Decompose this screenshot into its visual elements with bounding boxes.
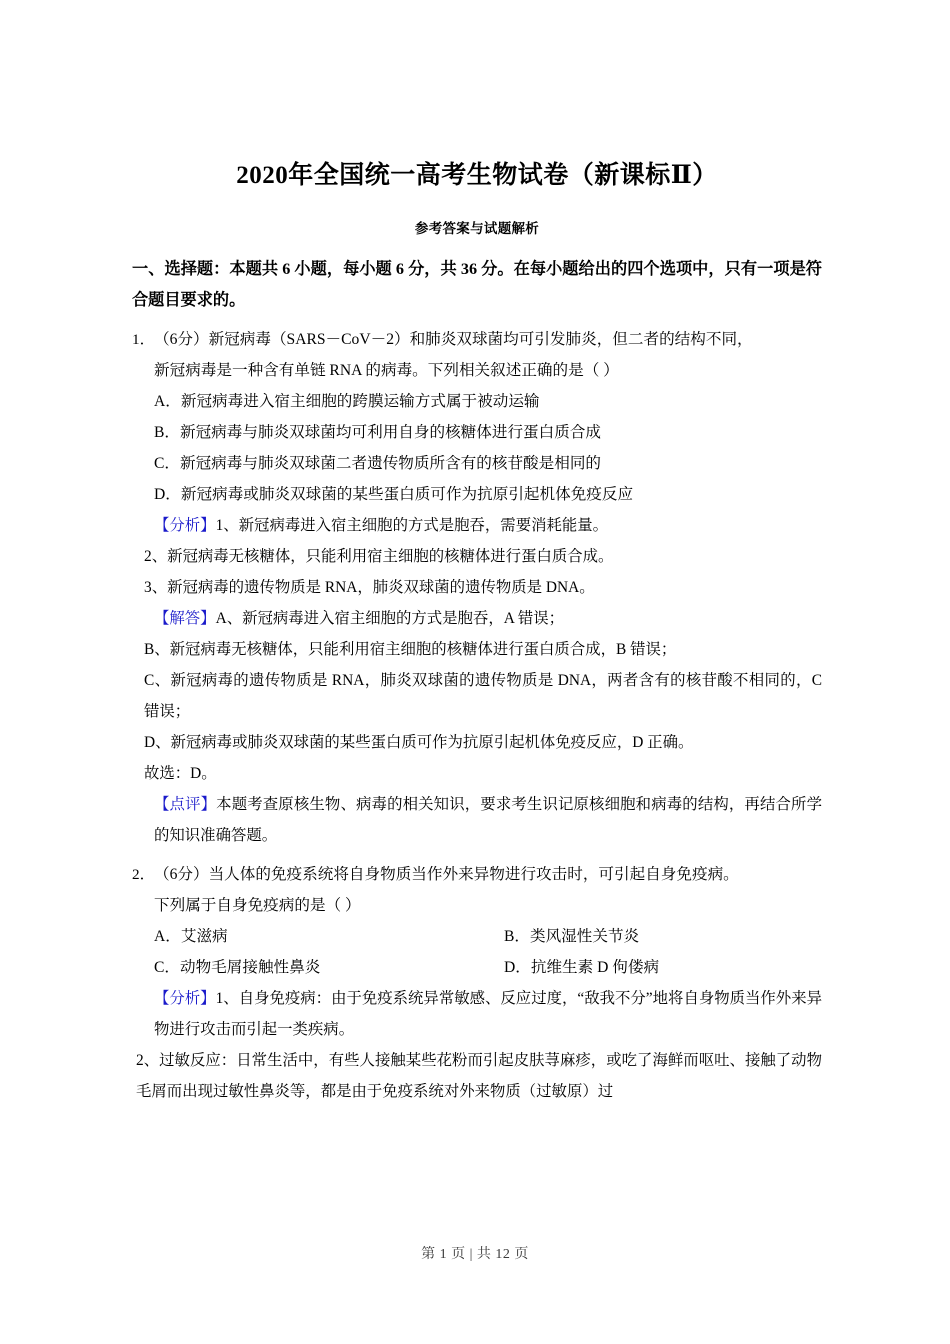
comment-tag: 【点评】: [154, 796, 217, 814]
question-1-answer-line-5: 故选：D。: [144, 765, 217, 783]
question-1-answer-line-3: C、新冠病毒的遗传物质是 RNA，肺炎双球菌的遗传物质是 DNA，两者含有的核苷酸不相同的，C 错误；: [144, 672, 822, 721]
question-1-comment: [132, 789, 822, 851]
analysis-tag: 【分析】: [154, 517, 216, 535]
question-2-number: 2．: [132, 866, 155, 884]
question-block-2: [132, 859, 822, 1107]
question-2-option-c[interactable]: C．动物毛屑接触性鼻炎: [154, 959, 321, 977]
question-1-analysis-line-3: 3、新冠病毒的遗传物质是 RNA，肺炎双球菌的遗传物质是 DNA。: [144, 579, 595, 597]
question-2-options-row-1: [132, 921, 822, 952]
question-2-stem-line-2: 下列属于自身免疫病的是（ ）: [154, 897, 361, 915]
page-footer: 第 1 页 | 共 12 页: [421, 1247, 529, 1262]
page-content: [132, 0, 822, 1107]
question-2-option-b[interactable]: B．类风湿性关节炎: [504, 928, 640, 946]
analysis-text: 1、自身免疫病：由于免疫系统异常敏感、反应过度，“敌我不分”地将自身物质当作外来异物进行攻击而引起一类疾病。: [154, 990, 822, 1039]
question-1-analysis-line-2: 2、新冠病毒无核糖体，只能利用宿主细胞的核糖体进行蛋白质合成。: [144, 548, 614, 566]
question-block-1: [132, 324, 822, 851]
question-1-stem-line-1: 1． （6分）新冠病毒（SARS－CoV－2）和肺炎双球菌均可引发肺炎，但二者的结构不同，: [132, 324, 822, 355]
answer-text: A、新冠病毒进入宿主细胞的方式是胞吞，A 错误；: [215, 610, 565, 628]
section-heading: 一、选择题：本题共 6 小题，每小题 6 分，共 36 分。在每小题给出的四个选项中，只有一项是符合题目要求的。: [132, 260, 822, 310]
question-2-analysis-line-2: 2、过敏反应：日常生活中，有些人接触某些花粉而引起皮肤荨麻疹，或吃了海鲜而呕吐、接触了动物毛屑而出现过敏性鼻炎等，都是由于免疫系统对外来物质（过敏原）过: [136, 1052, 822, 1101]
comment-text: 本题考查原核生物、病毒的相关知识，要求考生识记原核细胞和病毒的结构，再结合所学的知识准确答题。: [154, 796, 822, 845]
page-subtitle: 参考答案与试题解析: [414, 221, 540, 237]
question-1-answer-line-1: [132, 603, 822, 634]
question-1-option-c[interactable]: C．新冠病毒与肺炎双球菌二者遗传物质所含有的核苷酸是相同的: [154, 455, 602, 473]
question-2-options-row-2: [132, 952, 822, 983]
question-2-stem-line-1: 2． （6分）当人体的免疫系统将自身物质当作外来异物进行攻击时，可引起自身免疫病。: [132, 859, 822, 890]
question-1-answer-line-4: D、新冠病毒或肺炎双球菌的某些蛋白质可作为抗原引起机体免疫反应，D 正确。: [144, 734, 694, 752]
question-2-option-a[interactable]: A．艾滋病: [154, 928, 228, 946]
question-1-option-b[interactable]: B．新冠病毒与肺炎双球菌均可利用自身的核糖体进行蛋白质合成: [154, 424, 602, 442]
answer-tag: 【解答】: [154, 610, 216, 628]
page-title: 2020年全国统一高考生物试卷（新课标Ⅱ）: [236, 162, 718, 189]
question-1-option-a[interactable]: A．新冠病毒进入宿主细胞的跨膜运输方式属于被动运输: [154, 393, 540, 411]
question-2-option-d[interactable]: D．抗维生素 D 佝偻病: [504, 959, 660, 977]
question-1-option-d[interactable]: D．新冠病毒或肺炎双球菌的某些蛋白质可作为抗原引起机体免疫反应: [154, 486, 634, 504]
analysis-tag: 【分析】: [154, 990, 216, 1008]
question-2-analysis-line-1: [132, 983, 822, 1045]
question-1-stem-line-2: 新冠病毒是一种含有单链 RNA 的病毒。下列相关叙述正确的是（ ）: [154, 362, 619, 380]
question-1-number: 1．: [132, 331, 155, 349]
analysis-text: 1、新冠病毒进入宿主细胞的方式是胞吞，需要消耗能量。: [215, 517, 609, 535]
question-1-analysis-line-1: [132, 510, 822, 541]
question-1-answer-line-2: B、新冠病毒无核糖体，只能利用宿主细胞的核糖体进行蛋白质合成，B 错误；: [144, 641, 677, 659]
